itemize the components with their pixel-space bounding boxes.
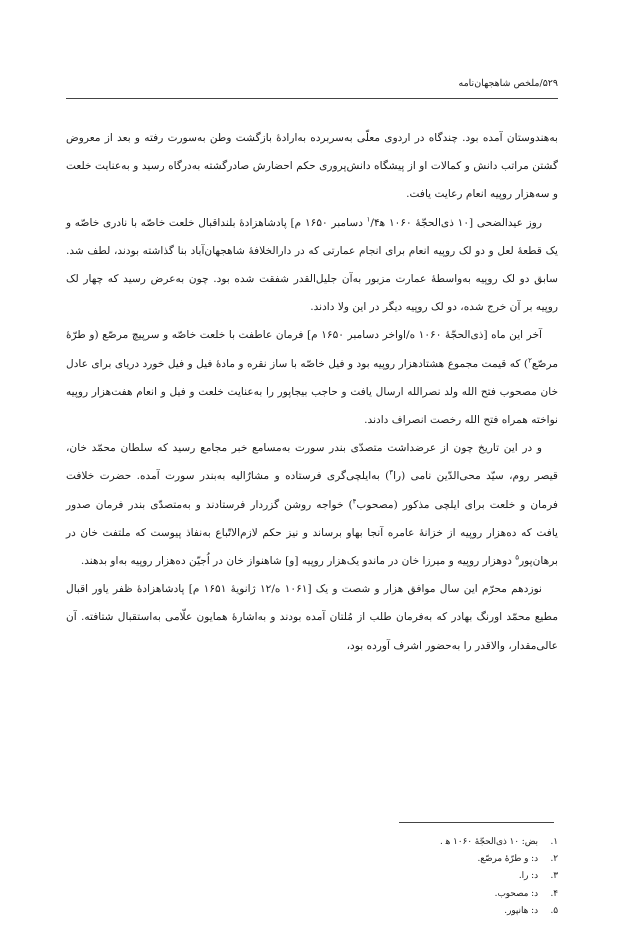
paragraph: آخر این ماه [ذی‌الحجّهٔ ۱۰۶۰ ه/اواخر دسامبر ۱۶۵۰ م] فرمان عاطفت با خلعت خاصّه و سرپیچ مرصّع (و طرّهٔ مرصّع$^۲$) که قیمت مجموع هشتادهزار روپیه بود و فیل خاصّه با ساز نقره و مادهٔ فیل و فیل خورد دریای برای عادل خان مصحوب فتح الله ولد نصرالله ارسال یافت و حاجب بیجاپور را به‌عنایت خلعت و فیل و انعام هفت‌هزار روپیه نواخته همراه فتح الله رخصت انصراف دادند.	[66, 329, 558, 427]
footnotes-list	[258, 834, 558, 920]
footnote-item: ۳. د: را.	[518, 871, 558, 882]
paragraph: به‌هندوستان آمده بود. چندگاه در اردوی معلّی به‌سربرده به‌ارادهٔ بازگشت وطن به‌سورت رفته و بعد از معروض گشتن مراتب دانش و کمالات او از پیشگاه دانش‌پروری حکم احضارش صادرگشته به‌درگاه رسید و به‌عنایت خلعت و سه‌هزار روپیه انعام رعایت یافت.	[66, 132, 558, 201]
paragraph: نوزدهم محرّم این سال موافق هزار و شصت و یک [۱۰۶۱ ه/۱۲ ژانویهٔ ۱۶۵۱ م] پادشاهزادهٔ ظفر یاور اقبال مطیع محمّد اورنگ بهادر که به‌فرمان طلب از مُلتان آمده بودند و به‌اشارهٔ همایون علّامی به‌استقبال شتافته. آن عالی‌مقدار، والاقدر را به‌حضور اشرف آورده بود،	[66, 583, 558, 652]
paragraph: و در این تاریخ چون از عرضداشت متصدّی بندر سورت به‌مسامع خبر مجامع رسید که سلطان محمّد خان، قیصر روم، سیّد محی‌الدّین نامی (را$^۳$) به‌ایلچی‌گری فرستاده و مشارٌالیه به‌بندر سورت آمده. حضرت خلافت فرمان و خلعت برای ایلچی مذکور (مصحوب$^۴$) خواجه روشن گزردار فرستادند و به‌متصدّی بندر فرمان صدور یافت که ده‌هزار روپیه از خزانهٔ عامره آنجا بهاو برساند و نیز حکم لازم‌الاتّباع به‌نفاذ پیوست که ملتفت خان در برهان‌پور$^۵$ دوهزار روپیه و میرزا خان در ماندو یک‌هزار روپیه [و] شاهنواز خان در اُجیّن ده‌هزار روپیه به‌او بدهند.	[66, 442, 558, 568]
running-header: ۵۲۹/ملخص شاهجهان‌نامه	[458, 78, 558, 89]
footnote-item: ۱. بض: ۱۰ ذی‌الحجّهٔ ۱۰۶۰ ه‍ .	[440, 837, 558, 847]
footnote-divider	[399, 822, 554, 823]
footnote-marker[interactable]: ۳	[389, 468, 394, 477]
header-divider	[66, 98, 558, 99]
footnote-item: ۲. د: و طرّهٔ مرصّع.	[477, 854, 558, 865]
footnote-marker[interactable]: ۵	[515, 553, 520, 562]
footnote-marker[interactable]: ۴	[352, 497, 357, 506]
main-text	[66, 124, 558, 660]
footnote-marker[interactable]: ۱	[366, 215, 371, 224]
paragraph: روز عیدالضحی [۱۰ ذی‌الحجّهٔ ۱۰۶۰ ه‍$^۱$/۴ دسامبر ۱۶۵۰ م] پادشاهزادهٔ بلنداقبال خلعت خاصّه با نادری خاصّه و یک قطعهٔ لعل و دو لک روپیه انعام برای انجام عمارتی که در دارالخلافهٔ شاهجهان‌آباد بنا گذاشته بودند، لطف شد. سابق دو لک روپیه به‌واسطهٔ عمارت مزبور به‌آن جلیل‌القدر شفقت شده بود. چون به‌عرض رسید که چهار لک روپیه بر آن خرج شده، دو لک روپیه دیگر در این ولا دادند.	[66, 215, 558, 314]
footnote-item: ۴. د: مصحوب.	[494, 888, 558, 899]
footnote-item: ۵. د: هانپور.	[504, 905, 558, 916]
footnote-marker[interactable]: ۲	[528, 356, 532, 365]
